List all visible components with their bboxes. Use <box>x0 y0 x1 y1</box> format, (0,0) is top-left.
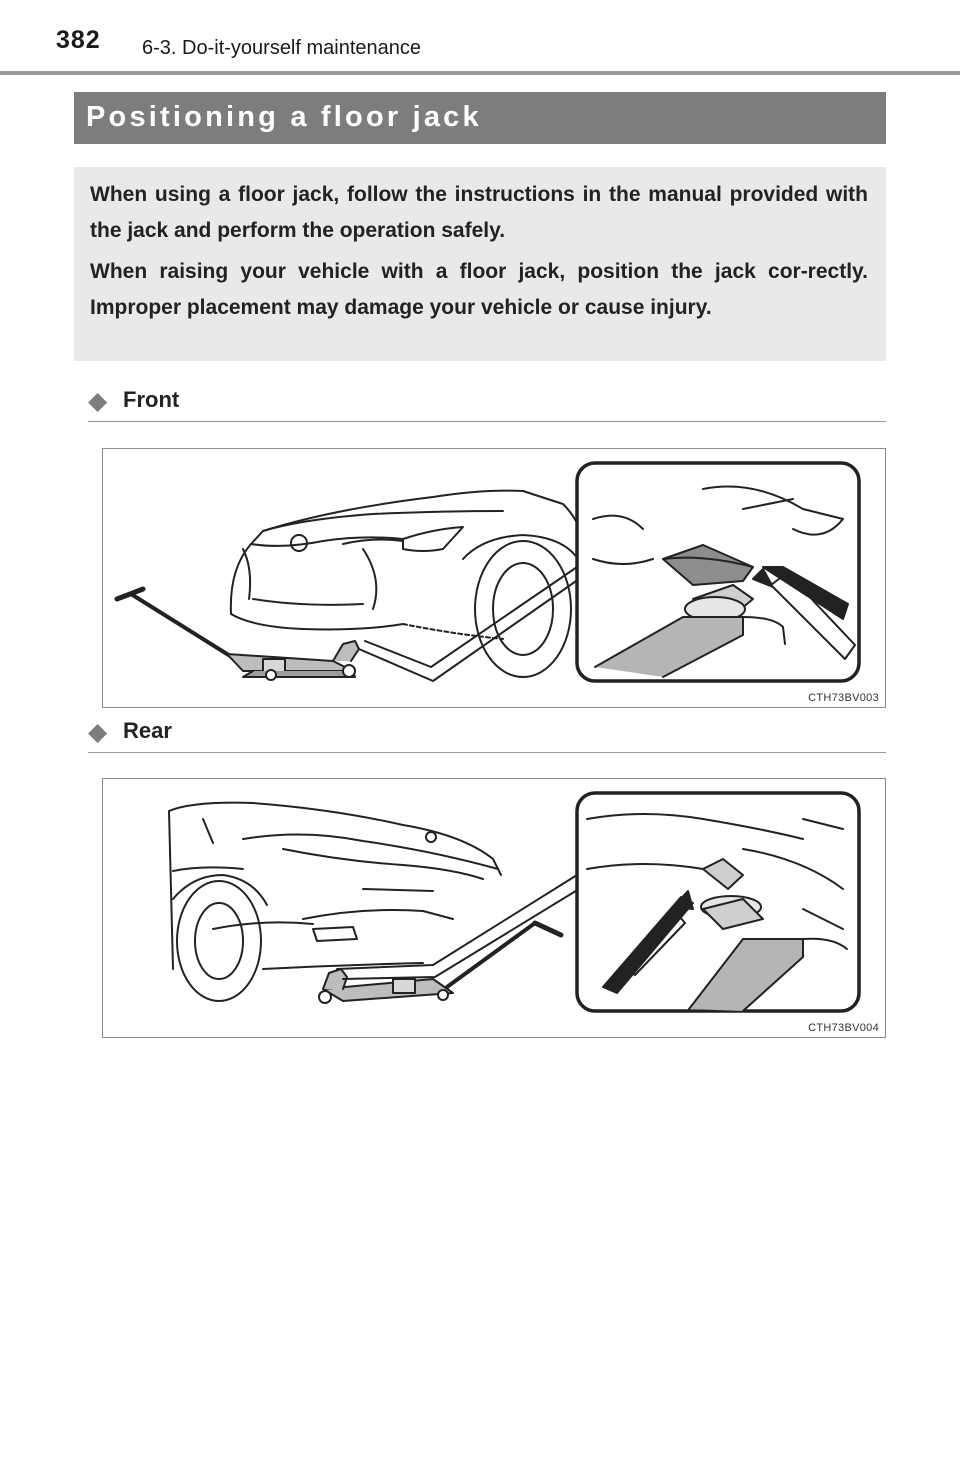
figure-rear-jack <box>102 778 886 1038</box>
page-header <box>0 0 960 80</box>
front-jack-illustration <box>103 449 887 709</box>
subhead-label: Front <box>123 387 180 412</box>
page-title: Positioning a floor jack <box>86 101 482 133</box>
rear-jack-illustration <box>103 779 887 1039</box>
section-title: 6-3. Do-it-yourself maintenance <box>142 37 422 59</box>
header-rule <box>0 71 960 75</box>
diamond-bullet-icon: ◆ <box>88 387 108 415</box>
figure-code: CTH73BV003 <box>808 692 879 704</box>
intro-paragraph-2: When raising your vehicle with a floor jack, position the jack cor-rectly. Improper placement may damage your vehicle or cause injury. <box>90 260 868 319</box>
figure-front-jack <box>102 448 886 708</box>
page-number: 382 <box>56 26 101 54</box>
figure-code: CTH73BV004 <box>808 1022 879 1034</box>
subhead-label: Rear <box>123 718 172 743</box>
intro-box <box>74 167 886 361</box>
title-bar <box>74 92 886 144</box>
subhead-rear <box>88 716 886 753</box>
subhead-front <box>88 385 886 422</box>
intro-paragraph-1: When using a floor jack, follow the instructions in the manual provided with the jack and perform the operation safely. <box>90 183 868 242</box>
diamond-bullet-icon: ◆ <box>88 718 108 746</box>
